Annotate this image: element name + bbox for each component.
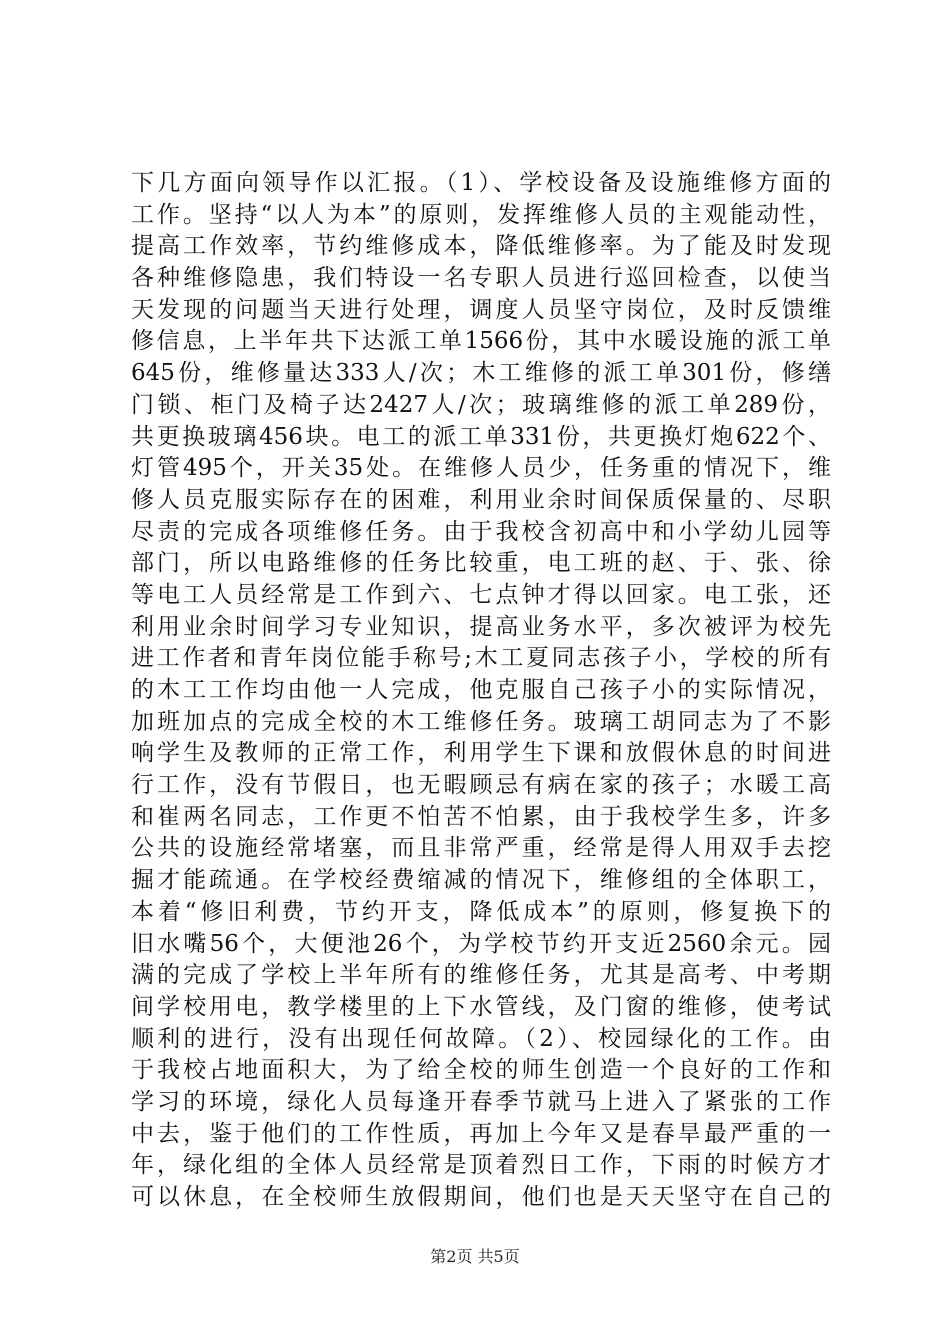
- text-line: 共更换玻璃456块。电工的派工单331份，共更换灯炮622个、: [131, 423, 831, 450]
- page-footer: 第2页 共5页: [430, 1247, 520, 1266]
- text-line: 掘才能疏通。在学校经费缩减的情况下，维修组的全体职工，: [131, 867, 831, 894]
- text-line: 修信息，上半年共下达派工单1566份，其中水暖设施的派工单: [131, 328, 831, 355]
- body-text: [131, 168, 831, 1214]
- text-line: 公共的设施经常堵塞，而且非常严重，经常是得人用双手去挖: [131, 835, 831, 862]
- text-line: 尽责的完成各项维修任务。由于我校含初高中和小学幼儿园等: [131, 518, 831, 545]
- text-line: 和崔两名同志，工作更不怕苦不怕累，由于我校学生多，许多: [131, 803, 831, 830]
- text-line: 加班加点的完成全校的木工维修任务。玻璃工胡同志为了不影: [131, 708, 831, 735]
- text-line: 可以休息，在全校师生放假期间，他们也是天天坚守在自己的: [131, 1184, 831, 1210]
- text-line: 各种维修隐患，我们特设一名专职人员进行巡回检查，以使当: [131, 265, 831, 292]
- text-line: 于我校占地面积大，为了给全校的师生创造一个良好的工作和: [131, 1057, 831, 1084]
- text-line: 修人员克服实际存在的困难，利用业余时间保质保量的、尽职: [131, 486, 831, 513]
- text-line: 645份，维修量达333人/次；木工维修的派工单301份，修缮: [131, 360, 831, 387]
- text-line: 本着“修旧利费，节约开支，降低成本”的原则，修复换下的: [131, 898, 831, 925]
- text-line: 利用业余时间学习专业知识，提高业务水平，多次被评为校先: [131, 613, 831, 640]
- text-line: 进工作者和青年岗位能手称号;木工夏同志孩子小，学校的所有: [131, 645, 831, 672]
- text-line: 旧水嘴56个，大便池26个，为学校节约开支近2560余元。园: [131, 930, 831, 957]
- text-line: 满的完成了学校上半年所有的维修任务，尤其是高考、中考期: [131, 962, 831, 989]
- text-line: 门锁、柜门及椅子达2427人/次；玻璃维修的派工单289份，: [131, 391, 831, 418]
- text-line: 年，绿化组的全体人员经常是顶着烈日工作，下雨的时候方才: [131, 1152, 831, 1179]
- text-line: 等电工人员经常是工作到六、七点钟才得以回家。电工张，还: [131, 581, 831, 608]
- text-line: 工作。坚持“以人为本”的原则，发挥维修人员的主观能动性，: [131, 201, 831, 228]
- text-line: 下几方面向领导作以汇报。（1）、学校设备及设施维修方面的: [131, 170, 831, 196]
- text-line: 天发现的问题当天进行处理，调度人员坚守岗位，及时反馈维: [131, 296, 831, 323]
- text-line: 部门，所以电路维修的任务比较重，电工班的赵、于、张、徐: [131, 550, 831, 577]
- text-line: 顺利的进行，没有出现任何故障。（2）、校园绿化的工作。由: [131, 1025, 831, 1052]
- text-line: 响学生及教师的正常工作，利用学生下课和放假休息的时间进: [131, 740, 831, 767]
- text-line: 灯管495个，开关35处。在维修人员少，任务重的情况下，维: [131, 455, 831, 482]
- text-line: 学习的环境，绿化人员每逢开春季节就马上进入了紧张的工作: [131, 1088, 831, 1115]
- text-line: 的木工工作均由他一人完成，他克服自己孩子小的实际情况，: [131, 677, 831, 703]
- text-line: 行工作，没有节假日，也无暇顾忌有病在家的孩子；水暖工高: [131, 772, 831, 799]
- text-line: 间学校用电，教学楼里的上下水管线，及门窗的维修，使考试: [131, 993, 831, 1020]
- text-line: 提高工作效率，节约维修成本，降低维修率。为了能及时发现: [131, 233, 831, 260]
- text-line: 中去，鉴于他们的工作性质，再加上今年又是春旱最严重的一: [131, 1120, 831, 1147]
